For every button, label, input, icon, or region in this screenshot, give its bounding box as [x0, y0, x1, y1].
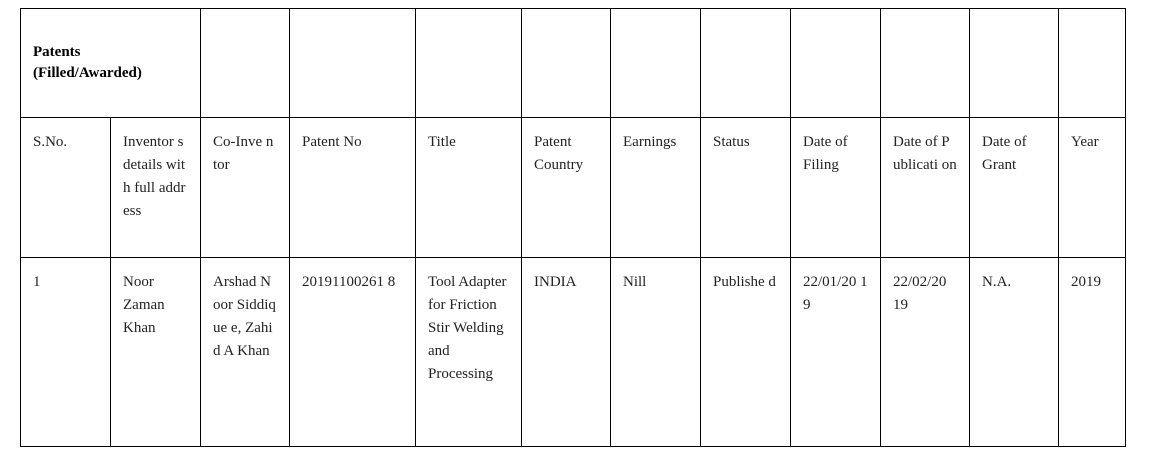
empty-cell — [290, 9, 416, 118]
heading-row — [21, 9, 1126, 118]
col-header-year: Year — [1059, 118, 1126, 258]
col-header-title: Title — [416, 118, 522, 258]
empty-cell — [791, 9, 881, 118]
cell-status: Publishe d — [701, 258, 791, 447]
col-header-country: Patent Country — [522, 118, 611, 258]
cell-co-inventor: Arshad Noor Siddique e, Zahid A Khan — [201, 258, 290, 447]
table-row — [21, 258, 1126, 447]
empty-cell — [522, 9, 611, 118]
empty-cell — [416, 9, 522, 118]
patents-heading-cell — [21, 9, 201, 118]
col-header-inventor: Inventor s details with full address — [111, 118, 201, 258]
cell-patent-no: 20191100261 8 — [290, 258, 416, 447]
empty-cell — [881, 9, 970, 118]
cell-earnings: Nill — [611, 258, 701, 447]
empty-cell — [701, 9, 791, 118]
patents-heading: Patents — [33, 44, 81, 60]
patents-table — [20, 8, 1126, 447]
col-header-status: Status — [701, 118, 791, 258]
empty-cell — [201, 9, 290, 118]
cell-date-filing: 22/01/20 19 — [791, 258, 881, 447]
col-header-date-filing: Date of Filing — [791, 118, 881, 258]
col-header-date-grant: Date of Grant — [970, 118, 1059, 258]
cell-inventor: Noor Zaman Khan — [111, 258, 201, 447]
col-header-date-publication: Date of Publicati on — [881, 118, 970, 258]
cell-sno: 1 — [21, 258, 111, 447]
cell-title: Tool Adapter for Friction Stir Welding and Processing — [416, 258, 522, 447]
cell-date-grant: N.A. — [970, 258, 1059, 447]
cell-year: 2019 — [1059, 258, 1126, 447]
cell-date-publication: 22/02/20 19 — [881, 258, 970, 447]
col-header-sno: S.No. — [21, 118, 111, 258]
col-header-co-inventor: Co-Inve ntor — [201, 118, 290, 258]
empty-cell — [970, 9, 1059, 118]
patents-subheading: (Filled/Awarded) — [33, 65, 142, 81]
empty-cell — [1059, 9, 1126, 118]
col-header-patent-no: Patent No — [290, 118, 416, 258]
col-header-earnings: Earnings — [611, 118, 701, 258]
cell-country: INDIA — [522, 258, 611, 447]
header-row — [21, 118, 1126, 258]
empty-cell — [611, 9, 701, 118]
